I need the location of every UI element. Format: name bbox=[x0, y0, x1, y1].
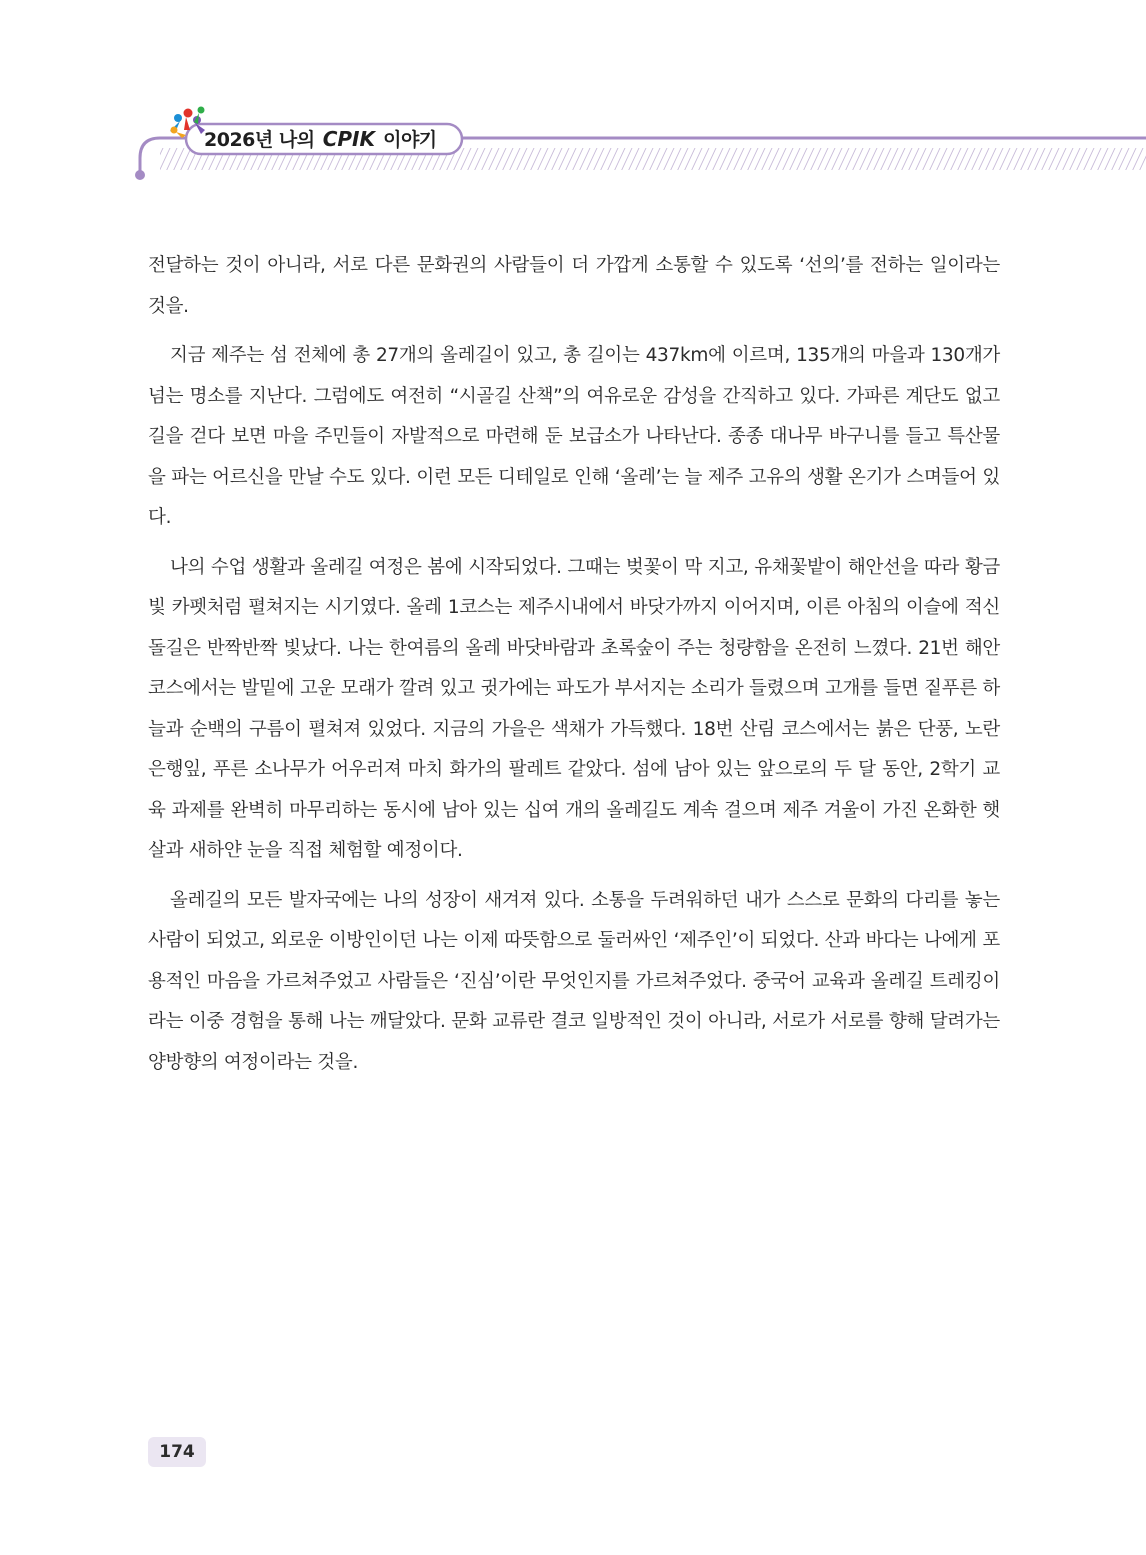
running-header bbox=[0, 0, 1146, 200]
header-decoration bbox=[0, 0, 1146, 200]
paragraph: 나의 수업 생활과 올레길 여정은 봄에 시작되었다. 그때는 벚꽃이 막 지고, 유채꽃밭이 해안선을 따라 황금빛 카펫처럼 펼쳐지는 시기였다. 올레 1코스는 제주시내에서 바닷가까지 이어지며, 이른 아침의 이슬에 적신 돌길은 반짝반짝 빛났다. 나는 한여름의 올레 바닷바람과 초록숲이 주는 청량함을 온전히 느꼈다. 21번 해안 코스에서는 발밑에 고운 모래가 깔려 있고 귓가에는 파도가 부서지는 소리가 들렸으며 고개를 들면 짙푸른 하늘과 순백의 구름이 펼쳐져 있었다. 지금의 가을은 색채가 가득했다. 18번 산림 코스에서는 붉은 단풍, 노란 은행잎, 푸른 소나무가 어우러져 마치 화가의 팔레트 같았다. 섬에 남아 있는 앞으로의 두 달 동안, 2학기 교육 과제를 완벽히 마무리하는 동시에 남아 있는 십여 개의 올레길도 계속 걸으며 제주 겨울이 가진 온화한 햇살과 새하얀 눈을 직접 체험할 예정이다. bbox=[148, 556, 1000, 861]
header-title-prefix: 2026년 나의 bbox=[204, 129, 315, 151]
paragraph: 올레길의 모든 발자국에는 나의 성장이 새겨져 있다. 소통을 두려워하던 내가 스스로 문화의 다리를 놓는 사람이 되었고, 외로운 이방인이던 나는 이제 따뜻함으로 둘러싸인 ‘제주인’이 되었다. 산과 바다는 나에게 포용적인 마음을 가르쳐주었고 사람들은 ‘진심’이란 무엇인지를 가르쳐주었다. 중국어 교육과 올레길 트레킹이라는 이중 경험을 통해 나는 깨달았다. 문화 교류란 결코 일방적인 것이 아니라, 서로가 서로를 향해 달려가는 양방향의 여정이라는 것을. bbox=[148, 889, 1000, 1073]
header-title-suffix: 이야기 bbox=[383, 129, 437, 151]
cpik-logo: CPIK bbox=[322, 127, 375, 151]
page-number: 174 bbox=[148, 1437, 206, 1467]
paragraph: 지금 제주는 섬 전체에 총 27개의 올레길이 있고, 총 길이는 437km에 이르며, 135개의 마을과 130개가 넘는 명소를 지난다. 그럼에도 여전히 “시골길 산책”의 여유로운 감성을 간직하고 있다. 가파른 계단도 없고 길을 걷다 보면 마을 주민들이 자발적으로 마련해 둔 보급소가 나타난다. 종종 대나무 바구니를 들고 특산물을 파는 어르신을 만날 수도 있다. 이런 모든 디테일로 인해 ‘올레’는 늘 제주 고유의 생활 온기가 스며들어 있다. bbox=[148, 345, 1000, 528]
paragraph: 전달하는 것이 아니라, 서로 다른 문화권의 사람들이 더 가깝게 소통할 수 있도록 ‘선의’를 전하는 일이라는 것을. bbox=[148, 255, 1000, 317]
header-dot bbox=[135, 170, 145, 180]
header-title bbox=[204, 125, 437, 153]
body-text bbox=[148, 246, 1000, 1092]
